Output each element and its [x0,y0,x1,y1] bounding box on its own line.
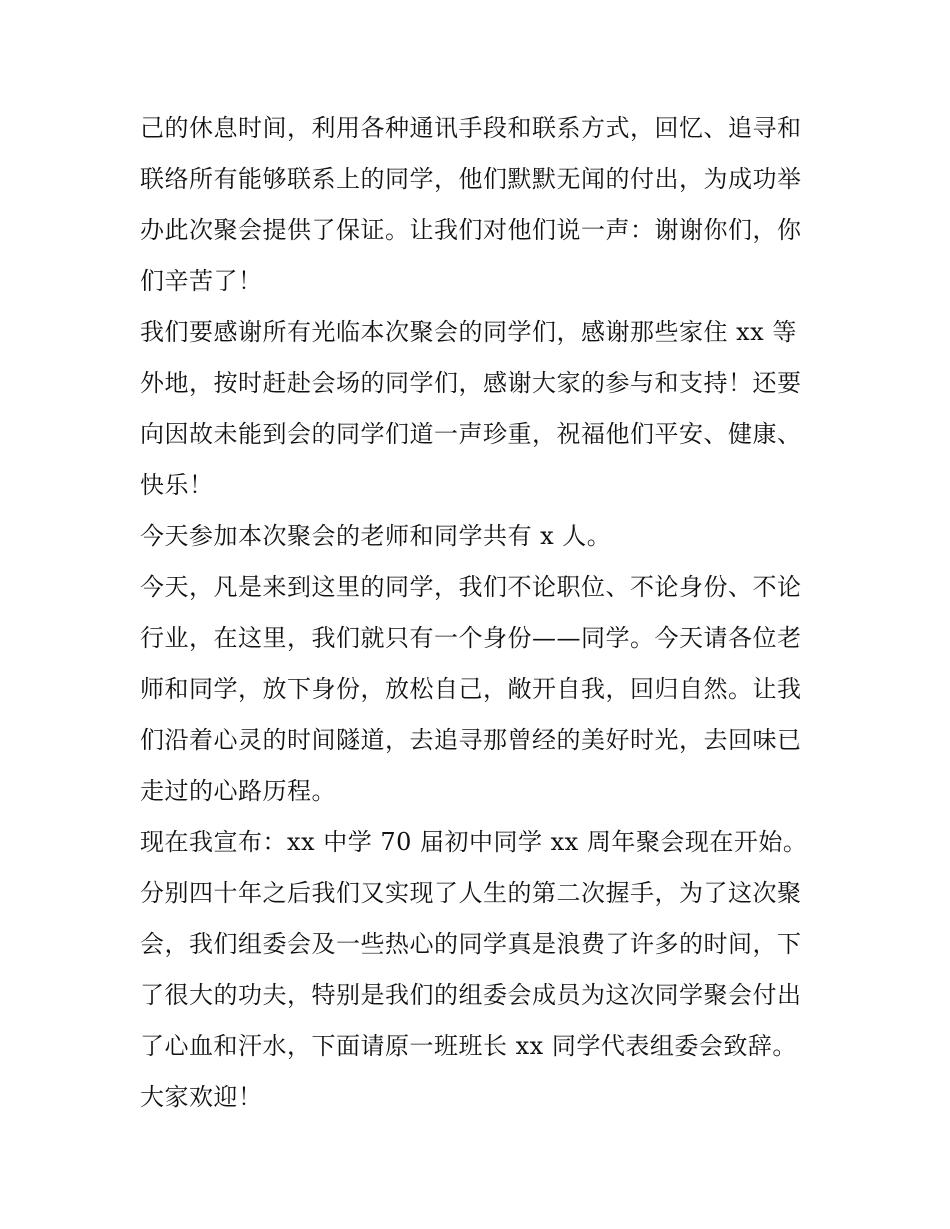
text-line: 办此次聚会提供了保证。让我们对他们说一声：谢谢你们，你 [140,216,802,244]
text-line: 分别四十年之后我们又实现了人生的第二次握手，为了这次聚 [140,879,802,907]
text-line: 我们要感谢所有光临本次聚会的同学们，感谢那些家住 xx 等 [140,318,797,346]
text-line: 今天，凡是来到这里的同学，我们不论职位、不论身份、不论 [140,573,802,601]
text-line: 们辛苦了！ [140,267,263,295]
text-line: 行业，在这里，我们就只有一个身份——同学。今天请各位老 [140,624,802,652]
document-body [140,103,812,1123]
text-line: 向因故未能到会的同学们道一声珍重，祝福他们平安、健康、 [140,420,802,448]
text-line: 了心血和汗水，下面请原一班班长 xx 同学代表组委会致辞。 [140,1032,797,1060]
text-line: 们沿着心灵的时间隧道，去追寻那曾经的美好时光，去回味已 [140,726,802,754]
text-line: 了很大的功夫，特别是我们的组委会成员为这次同学聚会付出 [140,981,802,1009]
text-line: 会，我们组委会及一些热心的同学真是浪费了许多的时间，下 [140,930,802,958]
text-line: 己的休息时间，利用各种通讯手段和联系方式，回忆、追寻和 [140,114,802,142]
text-line: 大家欢迎！ [140,1083,263,1111]
text-line: 今天参加本次聚会的老师和同学共有 x 人。 [140,522,612,550]
text-line: 联络所有能够联系上的同学，他们默默无闻的付出，为成功举 [140,165,802,193]
text-line: 现在我宣布：xx 中学 70 届初中同学 xx 周年聚会现在开始。 [140,828,808,856]
text-line: 快乐！ [140,471,214,499]
text-line: 走过的心路历程。 [140,777,336,805]
text-line: 师和同学，放下身份，放松自己，敞开自我，回归自然。让我 [140,675,802,703]
text-line: 外地，按时赶赴会场的同学们，感谢大家的参与和支持！还要 [140,369,802,397]
